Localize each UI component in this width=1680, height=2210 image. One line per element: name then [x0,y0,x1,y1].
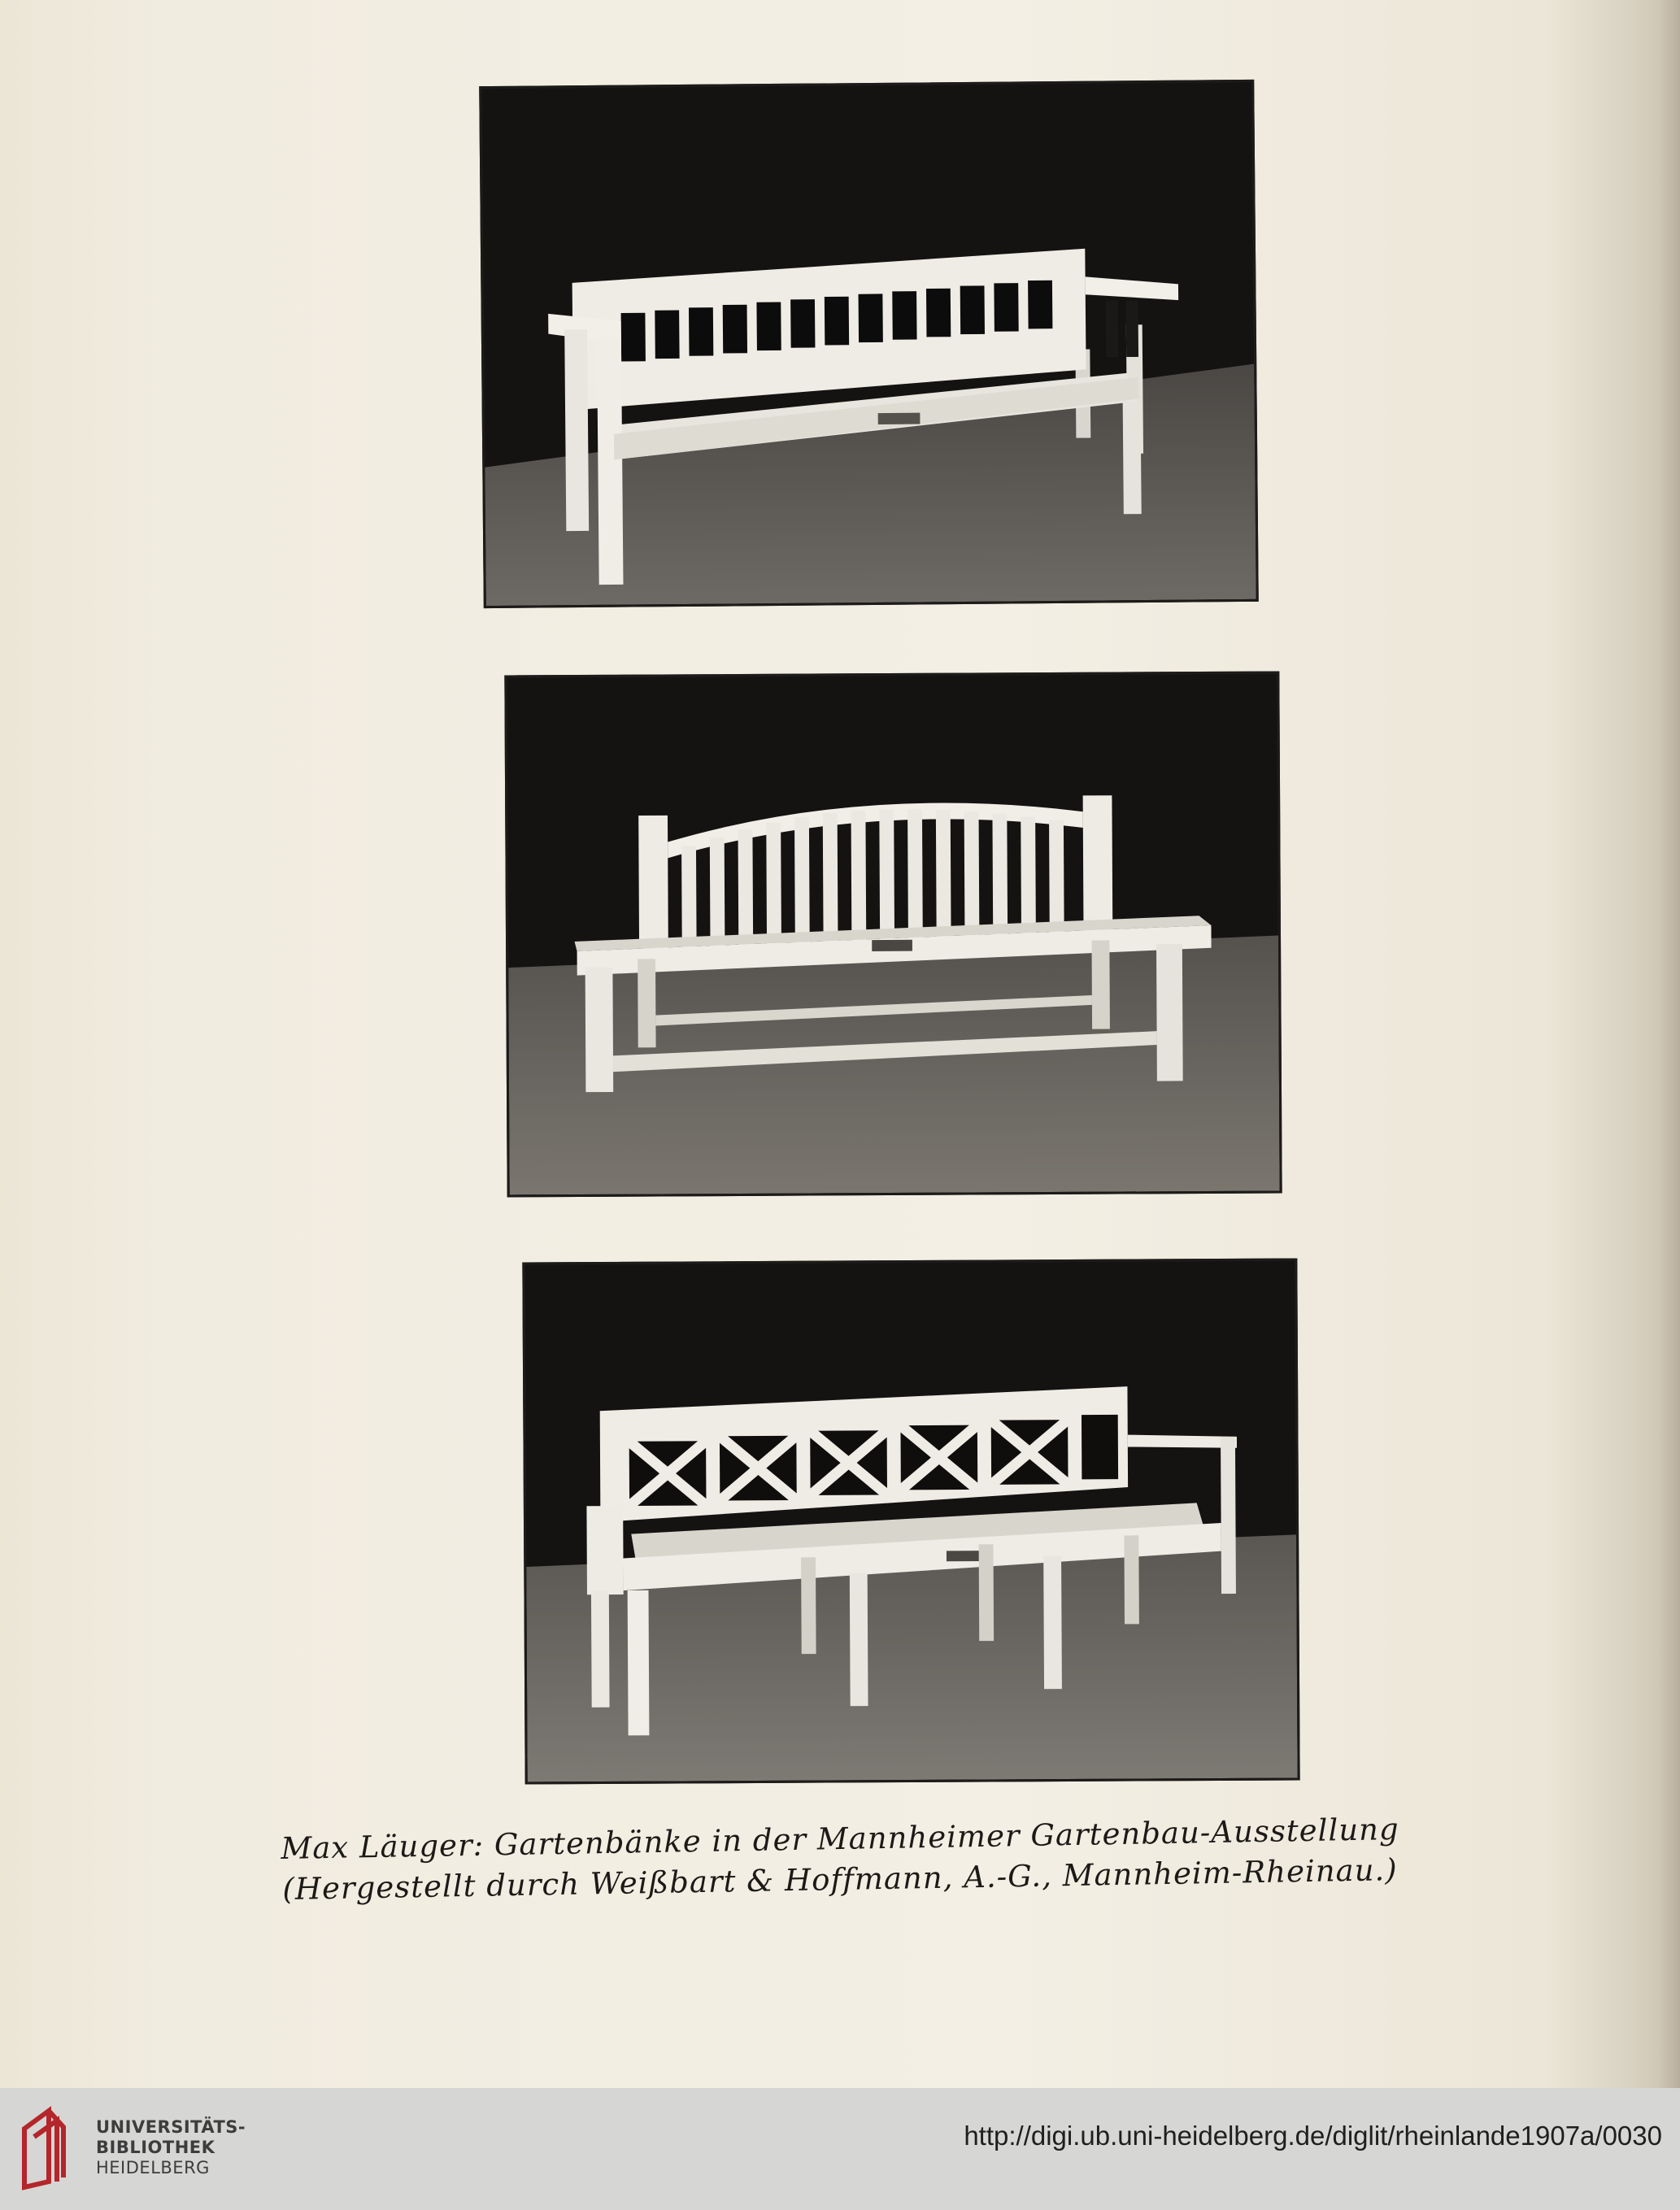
library-logo-icon [16,2104,89,2194]
library-name-line-3: HEIDELBERG [96,2158,210,2177]
bench-2-image [507,674,1279,1195]
page-spine-edge [1659,0,1680,2088]
caption-line-2: (Hergestellt durch Weißbart & Hoffmann, A.-G., Mannheim-Rheinau.) [281,1852,1399,1907]
caption-line-1: Max Läuger: Gartenbänke in der Mannheimer Gartenbau-Ausstellung [281,1812,1399,1866]
photo-bench-1 [479,80,1259,608]
bench-3-image [524,1261,1297,1782]
bench-1-image [481,82,1256,606]
photo-bench-3 [522,1259,1299,1785]
library-name-line-1: UNIVERSITÄTS- [96,2117,246,2137]
library-name-line-2: BIBLIOTHEK [96,2138,215,2157]
library-footer [0,2088,1680,2210]
library-name [96,2117,246,2178]
permalink-url[interactable]: http://digi.ub.uni-heidelberg.de/diglit/rheinlande1907a/0030 [964,2121,1662,2151]
photo-bench-2 [504,672,1282,1198]
